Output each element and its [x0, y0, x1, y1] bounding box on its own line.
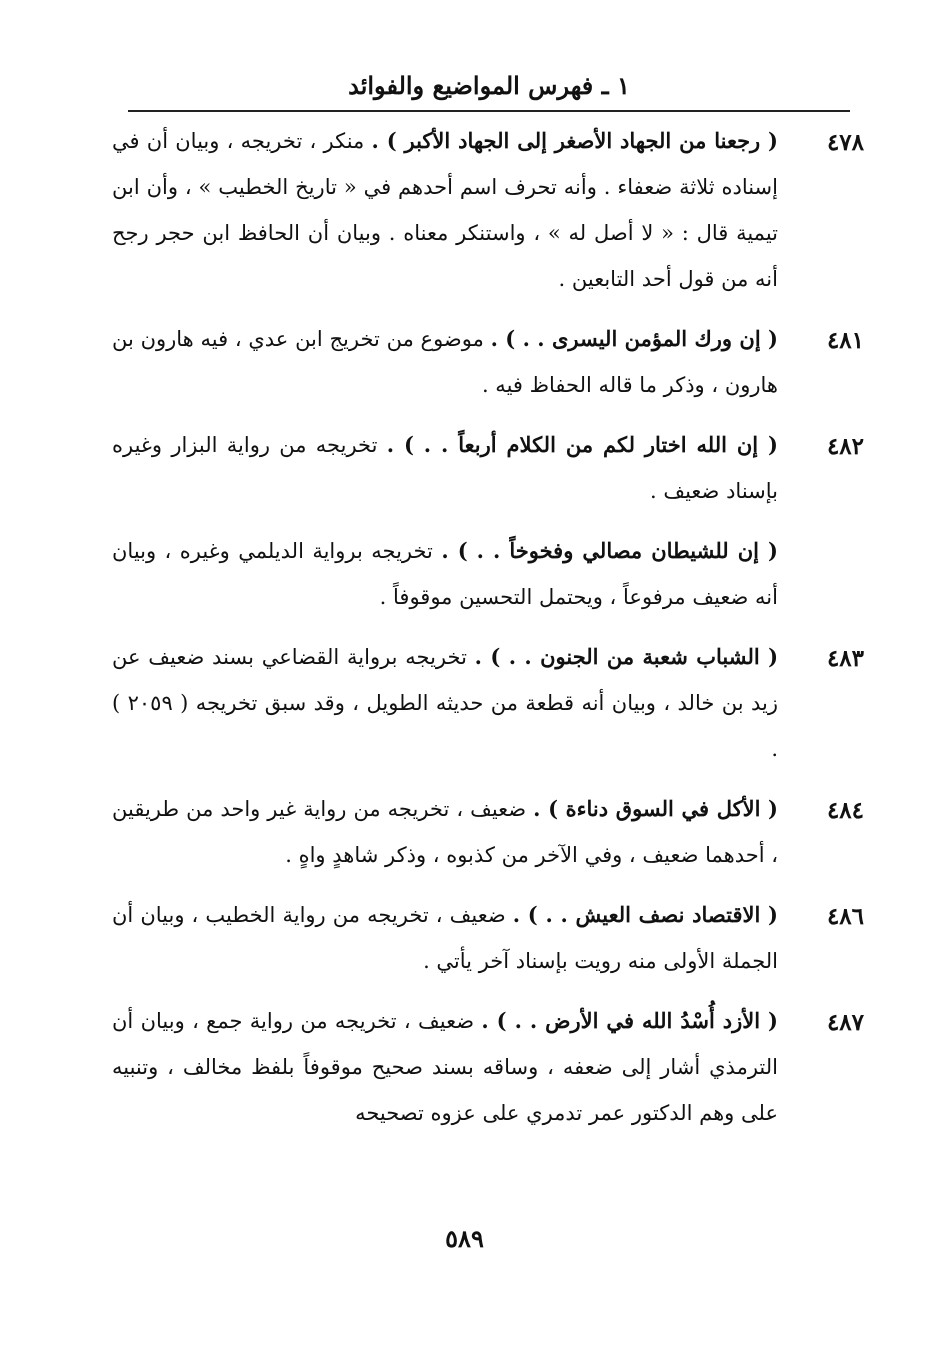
- entry-text: ضعيف ، تخريجه من رواية غير واحد من طريقين ، أحدهما ضعيف ، وفي الآخر من كذبوه ، وذكر شاهدٍ واهٍ .: [112, 797, 778, 867]
- index-entry: [112, 528, 864, 620]
- entry-number: ٤٨٧: [826, 1009, 864, 1036]
- entry-number: ٤٨٣: [826, 645, 864, 672]
- entry-text: تخريجه برواية القضاعي بسند ضعيف عن زيد بن خالد ، وبيان أنه قطعة من حديثه الطويل ، وقد سبق تخريجه ( ٢٠٥٩ ) .: [112, 645, 778, 761]
- entry-text: تخريجه برواية الديلمي وغيره ، وبيان أنه ضعيف مرفوعاً ، ويحتمل التحسين موقوفاً .: [112, 539, 778, 609]
- entry-body: [112, 316, 778, 408]
- entry-title: ( إن ورك المؤمن اليسرى . . ) .: [490, 326, 778, 351]
- entry-body: [112, 528, 778, 620]
- entry-number: ٤٧٨: [826, 129, 864, 156]
- entry-title: ( إن الله اختار لكم من الكلام أربعاً . . ) .: [386, 432, 778, 457]
- index-entries: [112, 118, 864, 1150]
- entry-text: ضعيف ، تخريجه من رواية جمع ، وبيان أن الترمذي أشار إلى ضعفه ، وساقه بسند صحيح موقوفاً بلفظ مخالف ، وتنبيه على وهم الدكتور عمر تدمري على عزوه تصحيحه: [112, 1009, 778, 1125]
- entry-title: ( الاقتصاد نصف العيش . . ) .: [512, 902, 778, 927]
- entry-number: ٤٨٦: [826, 903, 864, 930]
- entry-title: ( رجعنا من الجهاد الأصغر إلى الجهاد الأكبر ) .: [371, 128, 778, 153]
- index-entry: [112, 998, 864, 1136]
- entry-title: ( الأكل في السوق دناءة ) .: [533, 796, 778, 821]
- entry-body: [112, 786, 778, 878]
- entry-number: ٤٨٢: [826, 433, 864, 460]
- entry-text: ضعيف ، تخريجه من رواية الخطيب ، وبيان أن الجملة الأولى منه رويت بإسناد آخر يأتي .: [112, 903, 778, 973]
- entry-number: [778, 528, 864, 530]
- entry-body: [112, 892, 778, 984]
- header-rule: [128, 110, 850, 112]
- entry-title: ( الأزد أُسْدُ الله في الأرض . . ) .: [481, 1008, 778, 1033]
- running-header: ١ ـ فهرس المواضيع والفوائد: [348, 71, 630, 100]
- entry-text: منكر ، تخريجه ، وبيان أن في إسناده ثلاثة ضعفاء . وأنه تحرف اسم أحدهم في « تاريخ الخطيب » ، وأن ابن تيمية قال : « لا أصل له » ، واستنكر معناه . وبيان أن الحافظ ابن حجر رجح أنه من قول أحد التابعين .: [112, 129, 778, 291]
- index-entry: [112, 118, 864, 302]
- page-number: ٥٨٩: [445, 1224, 484, 1253]
- entry-number: ٤٨١: [826, 327, 864, 354]
- entry-title: ( الشباب شعبة من الجنون . . ) .: [474, 644, 779, 669]
- index-entry: [112, 892, 864, 984]
- entry-body: [112, 422, 778, 514]
- entry-body: [112, 634, 778, 772]
- index-entry: [112, 316, 864, 408]
- entry-body: [112, 118, 778, 302]
- entry-text: تخريجه من رواية البزار وغيره بإسناد ضعيف .: [112, 433, 778, 503]
- index-entry: [112, 634, 864, 772]
- entry-body: [112, 998, 778, 1136]
- entry-number: ٤٨٤: [826, 797, 864, 824]
- index-entry: [112, 422, 864, 514]
- entry-title: ( إن للشيطان مصالي وفخوخاً . . ) .: [441, 538, 778, 563]
- entry-text: موضوع من تخريج ابن عدي ، فيه هارون بن هارون ، وذكر ما قاله الحفاظ فيه .: [112, 327, 778, 397]
- index-entry: [112, 786, 864, 878]
